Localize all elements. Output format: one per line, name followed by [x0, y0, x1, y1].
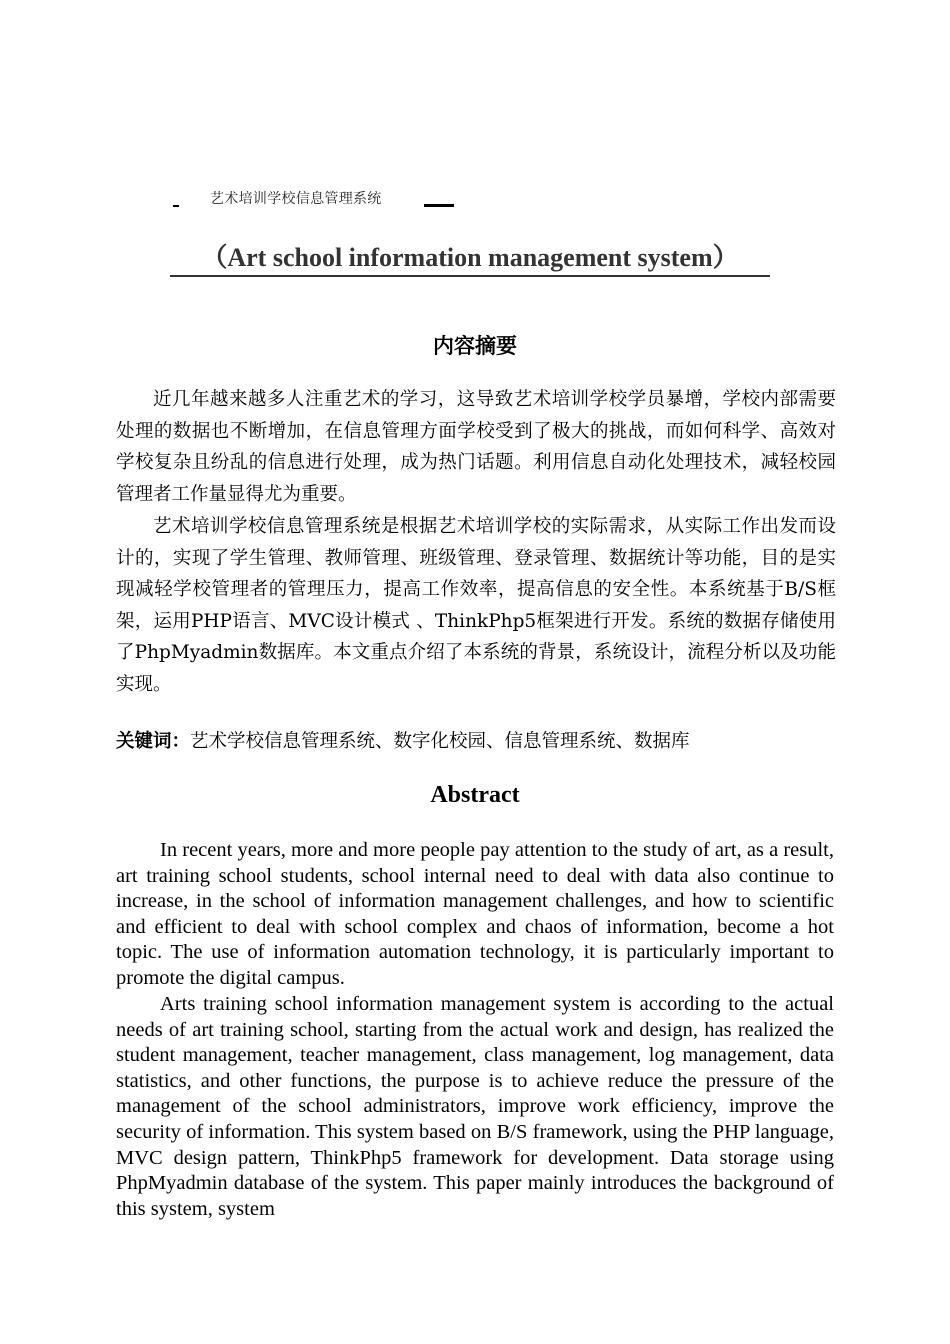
header-title-cn: 艺术培训学校信息管理系统	[210, 191, 382, 207]
abstract-cn-paragraph-2: 艺术培训学校信息管理系统是根据艺术培训学校的实际需求，从实际工作出发而设计的，实现了学生管理、教师管理、班级管理、登录管理、数据统计等功能，目的是实现减轻学校管理者的管理压力，提高工作效率，提高信息的安全性。本系统基于B/S框架，运用PHP语言、MVC设计模式 、ThinkPhp5框架进行开发。系统的数据存储使用了PhpMyadmin数据库。本文重点介绍了本系统的背景，系统设计，流程分析以及功能实现。	[116, 516, 836, 695]
abstract-cn-heading: 内容摘要	[433, 334, 517, 358]
english-title: （Art school information management system）	[170, 237, 770, 277]
keywords-text: 艺术学校信息管理系统、数字化校园、信息管理系统、数据库	[190, 731, 690, 752]
keywords-line	[116, 726, 846, 758]
abstract-en-paragraph-2: Arts training school information management system is according to the actual needs of art training school, starting from the actual work and design, has realized the student management, teacher management, class management, log management, data statistics, and other functions, the purpose is to achieve reduce the pressure of the management of the school administrators, improve work efficiency, improve the security of information. This system based on B/S framework, using the PHP language, MVC design pattern, ThinkPhp5 framework for development. Data storage using PhpMyadmin database of the system. This paper mainly introduces the background of this system, system	[116, 993, 834, 1220]
keywords-label: 关键词：	[116, 731, 191, 752]
header-title-line	[170, 188, 780, 212]
title-left-mark	[173, 205, 179, 207]
abstract-en-heading: Abstract	[430, 782, 520, 808]
abstract-cn-paragraph-1: 近几年越来越多人注重艺术的学习，这导致艺术培训学校学员暴增，学校内部需要处理的数据也不断增加，在信息管理方面学校受到了极大的挑战，而如何科学、高效对学校复杂且纷乱的信息进行处理，成为热门话题。利用信息自动化处理技术，减轻校园管理者工作量显得尤为重要。	[116, 389, 836, 505]
title-right-underline	[424, 204, 454, 207]
abstract-en-paragraph-1: In recent years, more and more people pay attention to the study of art, as a result, art training school students, school internal need to deal with data also continue to increase, in the school of information management challenges, and how to scientific and efficient to deal with school complex and chaos of information, become a hot topic. The use of information automation technology, it is particularly important to promote the digital campus.	[116, 839, 834, 989]
